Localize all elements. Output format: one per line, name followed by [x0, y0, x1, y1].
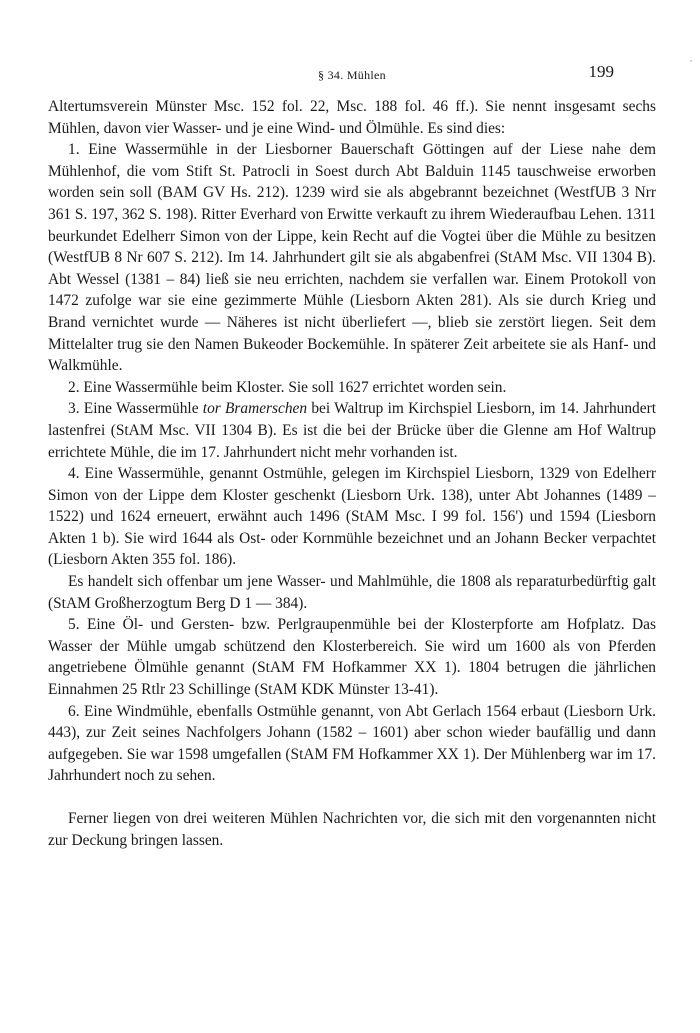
- body-text: [48, 96, 656, 851]
- paragraph-mill-1: 1. Eine Wassermühle in der Liesborner Bauerschaft Göttingen auf der Liese nahe dem Mühlenhof, die vom Stift St. Patrocli in Soest durch Abt Balduin 1145 tauschweise erworben worden sein soll (BAM GV Hs. 212). 1239 wird sie als abgebrannt bezeichnet (WestfUB 3 Nrr 361 S. 197, 362 S. 198). Ritter Everhard von Erwitte verkauft zu ihrem Wiederaufbau Lehen. 1311 beurkundet Edelherr Simon von der Lippe, kein Recht auf die Vogtei über die Mühle zu besitzen (WestfUB 8 Nr 607 S. 212). Im 14. Jahrhundert gilt sie als abgabenfrei (StAM Msc. VII 1304 B). Abt Wessel (1381 – 84) ließ sie neu errichten, nachdem sie verfallen war. Einem Protokoll von 1472 zufolge war sie eine gezimmerte Mühle (Liesborn Akten 281). Als sie durch Krieg und Brand vernichtet wurde — Näheres ist nicht überliefert —, blieb sie zerstört liegen. Seit dem Mittelalter trug sie den Namen Bukeoder Bockemühle. In späterer Zeit arbeitete sie als Hanf- und Walkmühle.: [48, 141, 657, 375]
- paragraph-mill-4-note: Es handelt sich offenbar um jene Wasser- und Mahlmühle, die 1808 als reparaturbedürftig galt (StAM Großherzogtum Berg D 1 — 384).: [48, 573, 656, 612]
- paragraph-further-mills: Ferner liegen von drei weiteren Mühlen Nachrichten vor, die sich mit den vorgenannten nicht zur Deckung bringen lassen.: [48, 810, 656, 849]
- mill-3-text-start: 3. Eine Wassermühle: [68, 400, 203, 418]
- paragraph-continuation: Altertumsverein Münster Msc. 152 fol. 22, Msc. 188 fol. 46 ff.). Sie nennt insgesamt sechs Mühlen, davon vier Wasser- und je eine Wind- und Ölmühle. Es sind dies:: [48, 98, 656, 137]
- document-page: [48, 60, 656, 851]
- page-number: 199: [588, 62, 614, 81]
- paragraph-mill-2: 2. Eine Wassermühle beim Kloster. Sie soll 1627 errichtet worden sein.: [68, 378, 507, 396]
- scan-speck: [690, 60, 692, 62]
- mill-3-place-name: tor Bramerschen: [202, 400, 308, 418]
- mill-3-text-end: bei Waltrup im Kirchspiel Liesborn, im 14. Jahrhundert lastenfrei (StAM Msc. VII 1304 B). Es ist die bei der Brücke über die Glenne am Hof Waltrup errichtete Mühle, die im 17. Jahrhundert nicht mehr vorhanden ist.: [48, 400, 656, 461]
- paragraph-mill-4: 4. Eine Wassermühle, genannt Ostmühle, gelegen im Kirchspiel Liesborn, 1329 von Edelherr Simon von der Lippe dem Kloster geschenkt (Liesborn Urk. 138), unter Abt Johannes (1489 – 1522) und 1624 erneuert, erwähnt auch 1496 (StAM Msc. I 99 fol. 156') und 1594 (Liesborn Akten 1 b). Sie wird 1644 als Ost- oder Kornmühle bezeichnet und an Johann Becker verpachtet (Liesborn Akten 355 fol. 186).: [48, 465, 656, 569]
- page-header: [48, 60, 656, 90]
- paragraph-mill-5: 5. Eine Öl- und Gersten- bzw. Perlgraupenmühle bei der Klosterpforte am Hofplatz. Das Wasser der Mühle umgab schützend den Klosterbereich. Sie wird um 1600 als von Pferden angetriebene Ölmühle genannt (StAM FM Hofkammer XX 1). 1804 betrugen die jährlichen Einnahmen 25 Rtlr 23 Schillinge (StAM KDK Münster 13-41).: [48, 616, 656, 699]
- paragraph-mill-3: [48, 398, 656, 463]
- paragraph-mill-6: 6. Eine Windmühle, ebenfalls Ostmühle genannt, von Abt Gerlach 1564 erbaut (Liesborn Urk. 443), zur Zeit seines Nachfolgers Johann (1582 – 1601) aber schon wieder baufällig und dann aufgegeben. Sie war 1598 umgefallen (StAM FM Hofkammer XX 1). Der Mühlenberg war im 17. Jahrhundert noch zu sehen.: [48, 702, 656, 785]
- running-head: § 34. Mühlen: [318, 68, 386, 82]
